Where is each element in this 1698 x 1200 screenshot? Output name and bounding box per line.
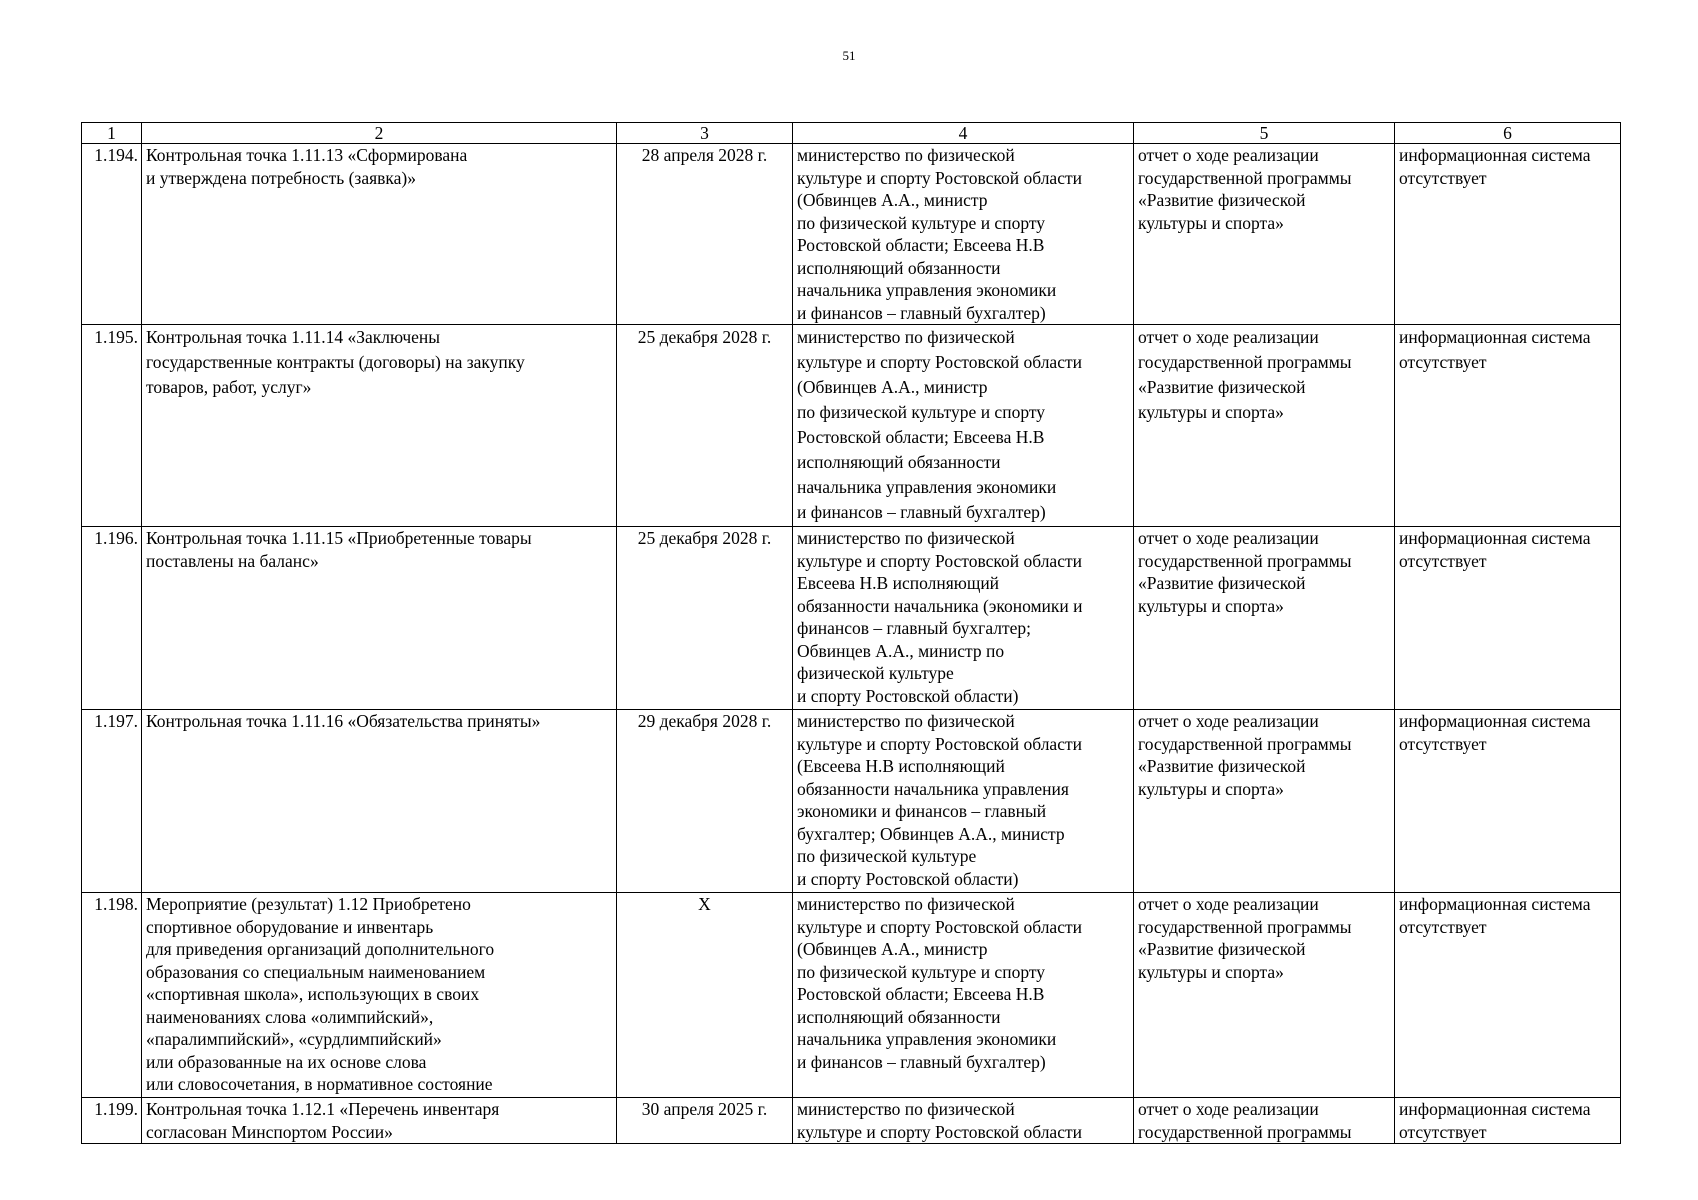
plan-table: [81, 122, 1621, 1144]
row-name: Контрольная точка 1.11.15 «Приобретенные товары поставлены на баланс»: [142, 527, 617, 710]
table-row: [82, 144, 1621, 325]
row-document: отчет о ходе реализации государственной программы: [1134, 1098, 1395, 1144]
header-col-5: 5: [1134, 123, 1395, 144]
row-system: информационная система отсутствует: [1395, 893, 1621, 1098]
row-date: 25 декабря 2028 г.: [617, 325, 793, 527]
table-row: [82, 325, 1621, 527]
row-document: отчет о ходе реализации государственной программы «Развитие физической культуры и спорта»: [1134, 144, 1395, 325]
table-row: [82, 527, 1621, 710]
row-number: 1.199.: [82, 1098, 142, 1144]
row-name: Контрольная точка 1.11.14 «Заключены государственные контракты (договоры) на закупку товаров, работ, услуг»: [142, 325, 617, 527]
row-name: Контрольная точка 1.11.16 «Обязательства приняты»: [142, 710, 617, 893]
row-document: отчет о ходе реализации государственной программы «Развитие физической культуры и спорта»: [1134, 893, 1395, 1098]
row-responsible: министерство по физической культуре и спорту Ростовской области (Евсеева Н.В исполняющий обязанности начальника управления экономики и финансов – главный бухгалтер; Обвинцев А.А., министр по физической культуре и спорту Ростовской области): [793, 710, 1134, 893]
row-responsible: министерство по физической культуре и спорту Ростовской области (Обвинцев А.А., министр по физической культуре и спорту Ростовской области; Евсеева Н.В исполняющий обязанности начальника управления экономики и финансов – главный бухгалтер): [793, 325, 1134, 527]
row-name: Контрольная точка 1.12.1 «Перечень инвентаря согласован Минспортом России»: [142, 1098, 617, 1144]
header-col-2: 2: [142, 123, 617, 144]
row-date: 25 декабря 2028 г.: [617, 527, 793, 710]
header-col-4: 4: [793, 123, 1134, 144]
row-document: отчет о ходе реализации государственной программы «Развитие физической культуры и спорта»: [1134, 527, 1395, 710]
header-col-3: 3: [617, 123, 793, 144]
header-row: [82, 123, 1621, 144]
row-responsible: министерство по физической культуре и спорту Ростовской области (Обвинцев А.А., министр по физической культуре и спорту Ростовской области; Евсеева Н.В исполняющий обязанности начальника управления экономики и финансов – главный бухгалтер): [793, 144, 1134, 325]
row-number: 1.194.: [82, 144, 142, 325]
header-col-6: 6: [1395, 123, 1621, 144]
row-number: 1.198.: [82, 893, 142, 1098]
row-number: 1.195.: [82, 325, 142, 527]
row-date: 30 апреля 2025 г.: [617, 1098, 793, 1144]
table-row: [82, 893, 1621, 1098]
page-number: 51: [842, 48, 856, 63]
row-date: 28 апреля 2028 г.: [617, 144, 793, 325]
row-system: информационная система отсутствует: [1395, 1098, 1621, 1144]
row-document: отчет о ходе реализации государственной программы «Развитие физической культуры и спорта»: [1134, 710, 1395, 893]
row-system: информационная система отсутствует: [1395, 527, 1621, 710]
row-document: отчет о ходе реализации государственной программы «Развитие физической культуры и спорта»: [1134, 325, 1395, 527]
table-row: [82, 710, 1621, 893]
row-name: Контрольная точка 1.11.13 «Сформирована и утверждена потребность (заявка)»: [142, 144, 617, 325]
row-date: 29 декабря 2028 г.: [617, 710, 793, 893]
row-number: 1.196.: [82, 527, 142, 710]
row-system: информационная система отсутствует: [1395, 710, 1621, 893]
header-col-1: 1: [82, 123, 142, 144]
row-date: X: [617, 893, 793, 1098]
table-row: [82, 1098, 1621, 1144]
row-system: информационная система отсутствует: [1395, 325, 1621, 527]
row-responsible: министерство по физической культуре и спорту Ростовской области Евсеева Н.В исполняющий обязанности начальника (экономики и финансов – главный бухгалтер; Обвинцев А.А., министр по физической культуре и спорту Ростовской области): [793, 527, 1134, 710]
row-system: информационная система отсутствует: [1395, 144, 1621, 325]
row-responsible: министерство по физической культуре и спорту Ростовской области (Обвинцев А.А., министр по физической культуре и спорту Ростовской области; Евсеева Н.В исполняющий обязанности начальника управления экономики и финансов – главный бухгалтер): [793, 893, 1134, 1098]
row-name: Мероприятие (результат) 1.12 Приобретено спортивное оборудование и инвентарь для приведения организаций дополнительного образования со специальным наименованием «спортивная школа», использующих в своих наименованиях слова «олимпийский», «паралимпийский», «сурдлимпийский» или образованные на их основе слова или словосочетания, в нормативное состояние: [142, 893, 617, 1098]
row-number: 1.197.: [82, 710, 142, 893]
row-responsible: министерство по физической культуре и спорту Ростовской области: [793, 1098, 1134, 1144]
